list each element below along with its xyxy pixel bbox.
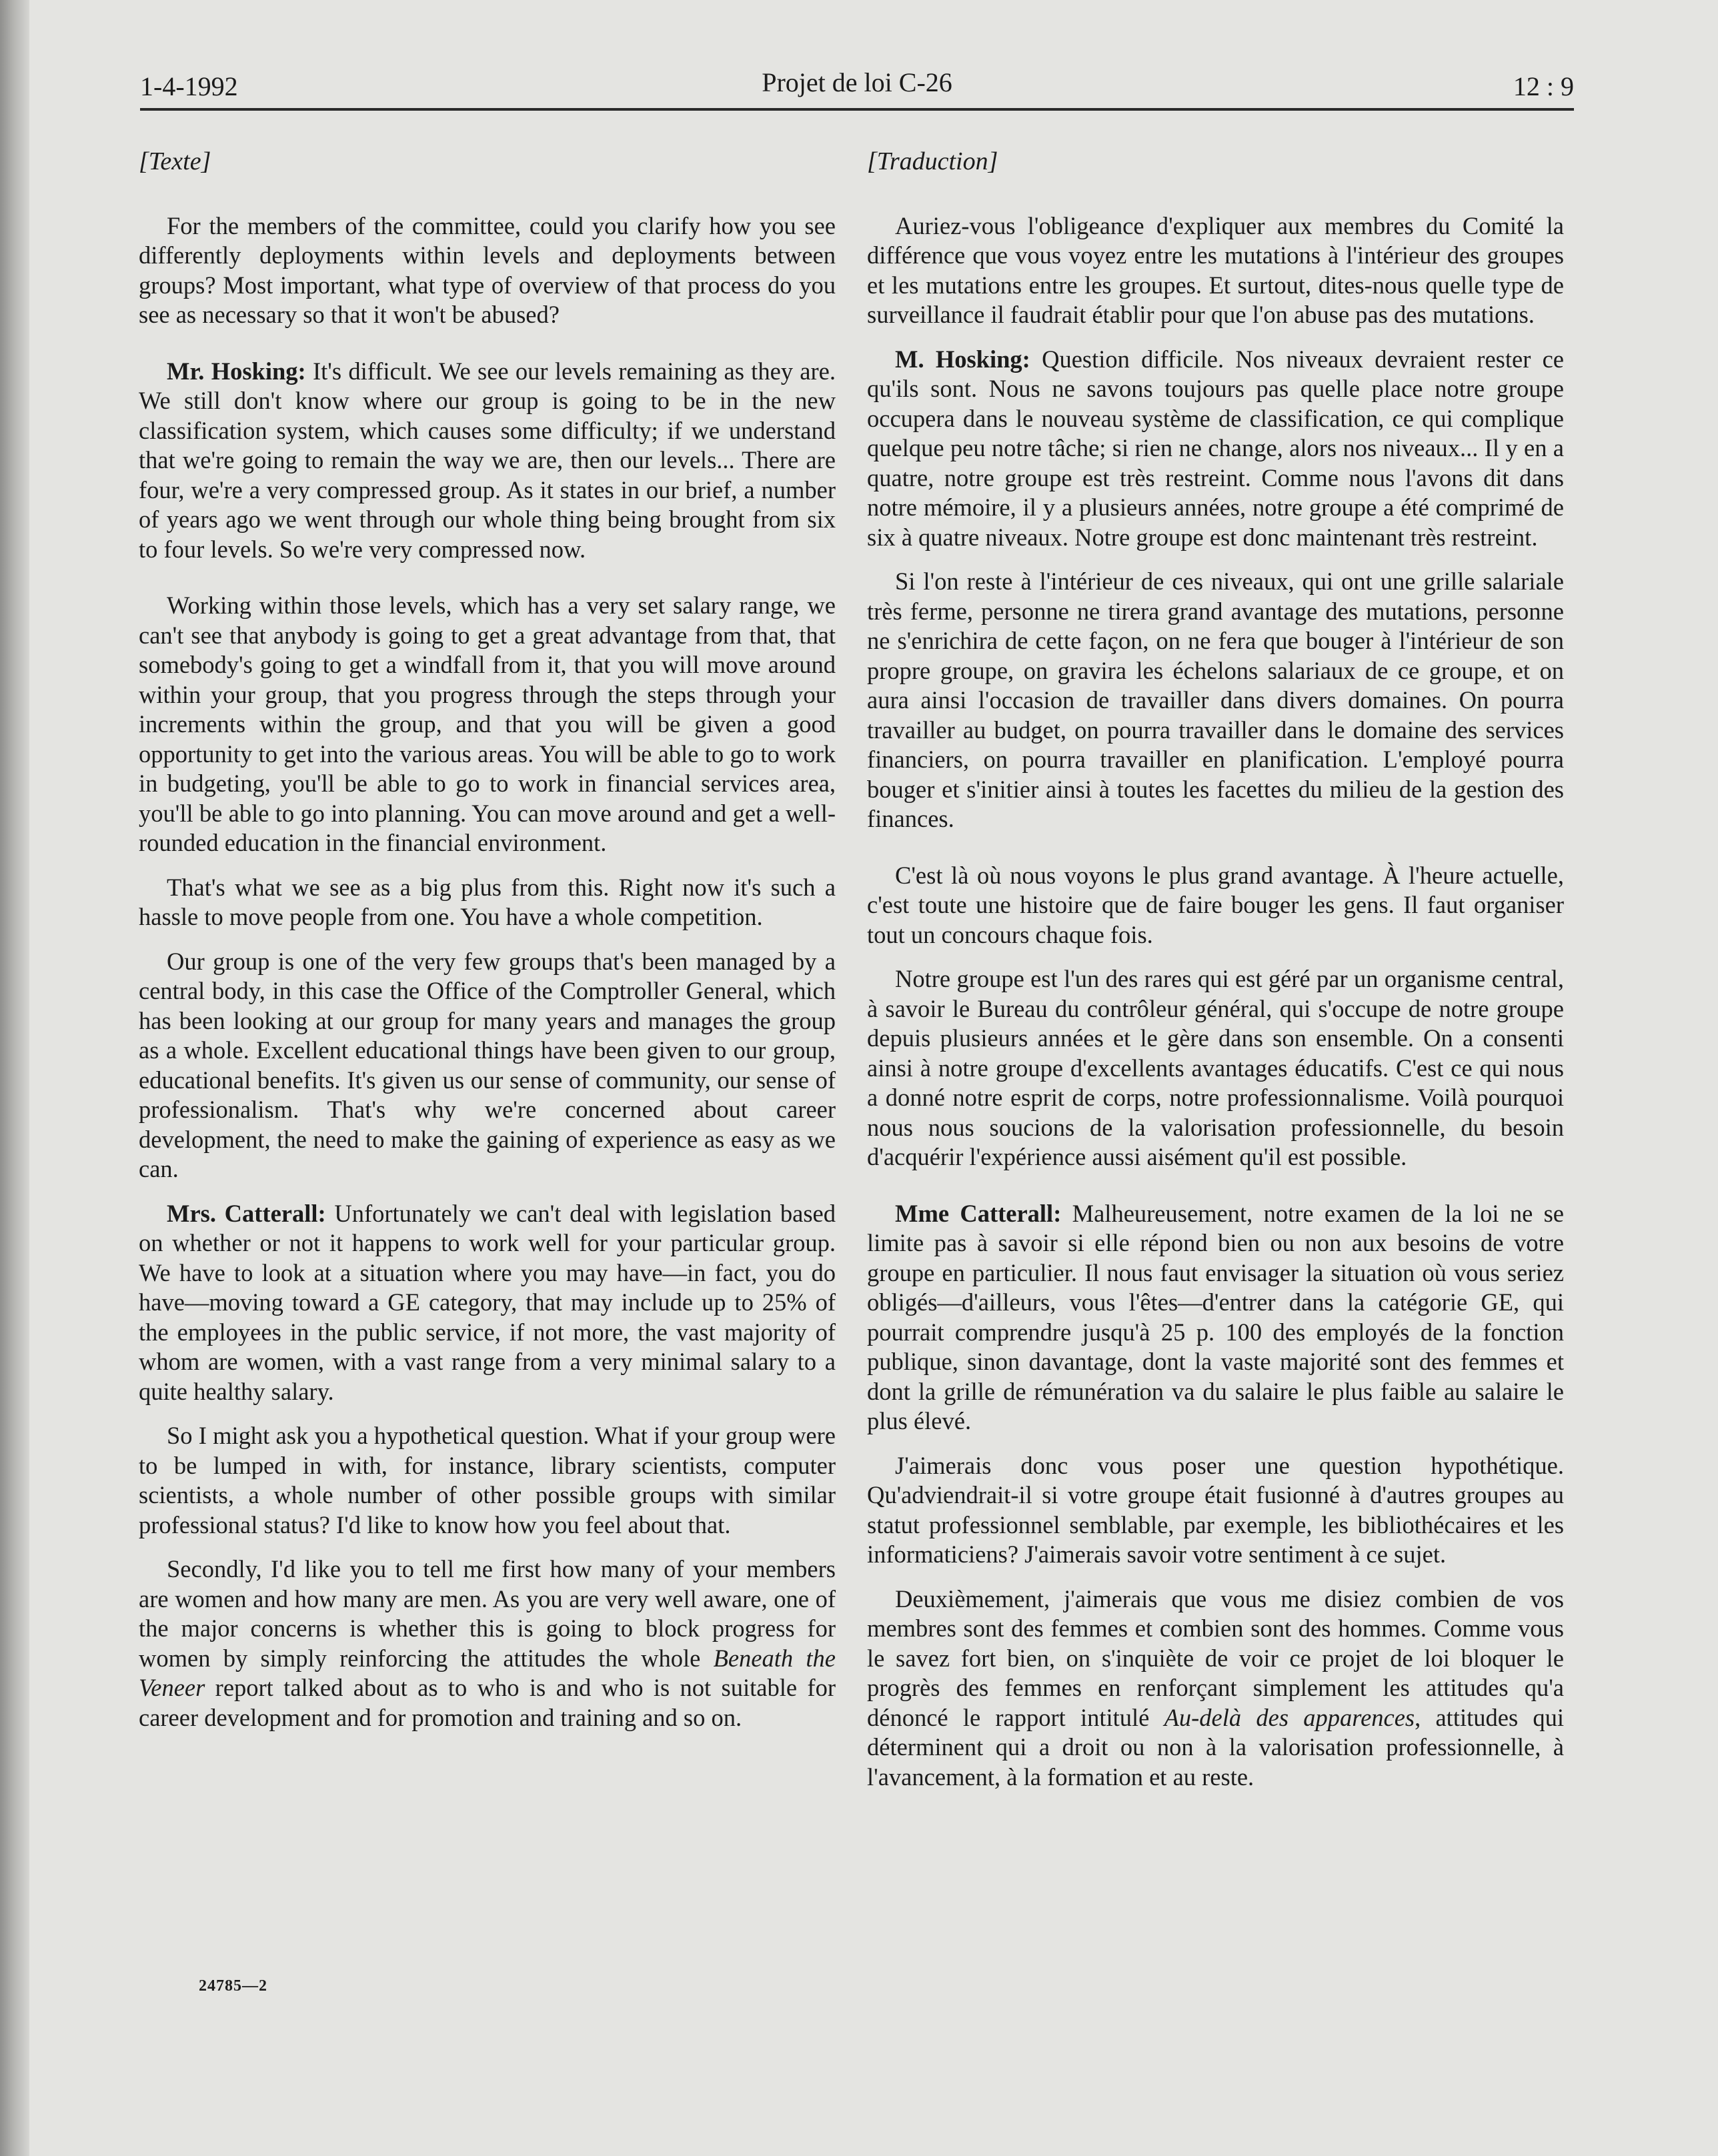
paragraph: Notre groupe est l'un des rares qui est géré par un organisme central, à savoir le Bureau du contrôleur général, qui s'occupe de notre groupe depuis plusieurs années et le gère dans son ensemble. On a consenti ainsi à notre groupe d'excellents avantages éducatifs. C'est ce qui nous a donné notre esprit de corps, notre professionnalisme. Voilà pourquoi nous nous soucions de la valorisation professionnelle, du besoin d'acquérir l'expérience aussi aisément qu'il est possible. xyxy=(867,965,1564,1170)
folio-number: 24785—2 xyxy=(199,1977,267,1995)
paragraph-text-end: report talked about as to who is and who is not suitable for career development and for promotion and training and so on. xyxy=(139,1674,836,1731)
speaker-paragraph xyxy=(867,345,1564,553)
paragraph xyxy=(139,1554,836,1733)
speech-text: It's difficult. We see our levels remaining as they are. We still don't know where our group is going to be in the new classification system, which causes some difficulty; if we understand that we're going to remain the way we are, then our levels... There are four, we're a very compressed group. As it states in our brief, a number of years ago we went through our whole thing being brought from six to four levels. So we're very compressed now. xyxy=(139,357,836,563)
speech-text: Question difficile. Nos niveaux devraient rester ce qu'ils sont. Nous ne savons toujours pas quelle place notre groupe occupera dans le nouveau système de classification, ce qui complique quelque peu notre tâche; si rien ne change, alors nos niveaux... Il y en a quatre, notre groupe est très restreint. Comme nous l'avons dit dans notre mémoire, il y a plusieurs années, notre groupe a été comprimé de six à quatre niveaux. Notre groupe est donc maintenant très restreint. xyxy=(867,345,1565,551)
speaker-name: Mr. Hosking: xyxy=(167,357,306,385)
header-title: Projet de loi C-26 xyxy=(762,67,952,97)
paragraph: Working within those levels, which has a very set salary range, we can't see that anybody is going to get a great advantage from that, that somebody's going to get a windfall from it, that you will move around within your group, that you progress through the steps through your increments within the group, and that you will be given a good opportunity to get into the various areas. You will be able to go to work in budgeting, you'll be able to go to work in financial services area, you'll be able to go into planning. You can move around and get a well-rounded education in the financial environment. xyxy=(139,592,836,856)
speaker-paragraph xyxy=(139,357,836,565)
paragraph xyxy=(867,1584,1564,1793)
speaker-paragraph xyxy=(867,1199,1564,1436)
column-label: [Traduction] xyxy=(867,147,998,175)
speech-text: Malheureusement, notre examen de la loi ne se limite pas à savoir si elle répond bien ou non aux besoins de votre groupe en particulier. Il nous faut envisager la situation où vous seriez obligés—d'ailleurs, vous l'êtes—d'entrer dans la catégorie GE, qui pourrait comprendre jusqu'à 25 p. 100 des employés de la fonction publique, sinon davantage, dont la vaste majorité sont des femmes et dont la grille de rémunération va du salaire le plus faible au salaire le plus élevé. xyxy=(867,1199,1565,1434)
paragraph: Our group is one of the very few groups that's been managed by a central body, in this case the Office of the Comptroller General, which has been looking at our group for many years and manages the group as a whole. Excellent educational things have been given to our group, educational benefits. It's given us our sense of community, our sense of professionalism. That's why we're concerned about career development, the need to make the gaining of experience as easy as we can. xyxy=(139,947,836,1182)
speaker-name: Mme Catterall: xyxy=(895,1199,1062,1227)
paragraph: Si l'on reste à l'intérieur de ces niveaux, qui ont une grille salariale très ferme, personne ne tirera grand avantage des mutations, personne ne s'enrichira de cette façon, on ne fera que bouger à l'intérieur de son propre groupe, on gravira les échelons salariaux de ce groupe, et on aura ainsi l'occasion de travailler dans divers domaines. On pourra travailler au budget, on pourra travailler dans le domaine des services financiers, on pourra travailler en planification. L'employé pourra bouger et s'initier ainsi à toutes les facettes du milieu de la gestion des finances. xyxy=(867,568,1564,832)
speaker-name: M. Hosking: xyxy=(895,345,1030,373)
report-title: Au-delà des apparences xyxy=(1164,1703,1415,1731)
paragraph-text-start: Deuxièmement, j'aimerais que vous me disiez combien de vos membres sont des femmes et combien sont des hommes. Comme vous le savez fort bien, on s'inquiète de voir ce projet de loi bloquer le progrès des femmes en renforçant simplement les attitudes qu'a dénoncé le rapport intitulé xyxy=(867,1584,1564,1731)
speech-text: Unfortunately we can't deal with legislation based on whether or not it happens to work well for your particular group. We have to look at a situation where you may have—in fact, you do have—moving toward a GE category, that may include up to 25% of the employees in the public service, if not more, the vast majority of whom are women, with a vast range from a very minimal salary to a quite healthy salary. xyxy=(139,1199,836,1405)
report-title: Beneath the Veneer xyxy=(139,1644,836,1701)
speaker-name: Mrs. Catterall: xyxy=(167,1199,326,1227)
paragraph: C'est là où nous voyons le plus grand avantage. À l'heure actuelle, c'est toute une histoire que de faire bouger les gens. Il faut organiser tout un concours chaque fois. xyxy=(867,861,1564,948)
paragraph: That's what we see as a big plus from this. Right now it's such a hassle to move people from one. You have a whole competition. xyxy=(139,873,836,930)
french-column xyxy=(867,147,1564,1807)
header-date: 1-4-1992 xyxy=(140,71,238,101)
english-column xyxy=(139,147,836,1747)
speaker-paragraph xyxy=(139,1199,836,1407)
paragraph: For the members of the committee, could you clarify how you see differently deployments within levels and deployments between groups? Most important, what type of overview of that process do you see as necessary so that it won't be abused? xyxy=(139,211,836,328)
page-header xyxy=(140,67,1574,111)
paragraph: J'aimerais donc vous poser une question hypothétique. Qu'adviendrait-il si votre groupe était fusionné à d'autres groupes au statut professionnel semblable, par exemple, les bibliothécaires et les informaticiens? J'aimerais savoir votre sentiment à ce sujet. xyxy=(867,1451,1564,1568)
column-label: [Texte] xyxy=(139,147,211,175)
paragraph-text-end: , attitudes qui déterminent qui a droit ou non à la valorisation professionnelle, à l'avancement, à la formation et au reste. xyxy=(867,1703,1565,1791)
paragraph: So I might ask you a hypothetical question. What if your group were to be lumped in with, for instance, library scientists, computer scientists, a whole number of other possible groups with similar professional status? I'd like to know how you feel about that. xyxy=(139,1422,836,1538)
header-page-number: 12 : 9 xyxy=(1513,71,1574,101)
paragraph-text-start: Secondly, I'd like you to tell me first how many of your members are women and how many are men. As you are very well aware, one of the major concerns is whether this is going to block progress for women by simply reinforcing the attitudes the whole xyxy=(139,1555,836,1672)
paragraph: Auriez-vous l'obligeance d'expliquer aux membres du Comité la différence que vous voyez entre les mutations à l'intérieur des groupes et les mutations entre les groupes. Et surtout, dites-nous quelle type de surveillance il faudrait établir pour que l'on abuse pas des mutations. xyxy=(867,211,1564,328)
